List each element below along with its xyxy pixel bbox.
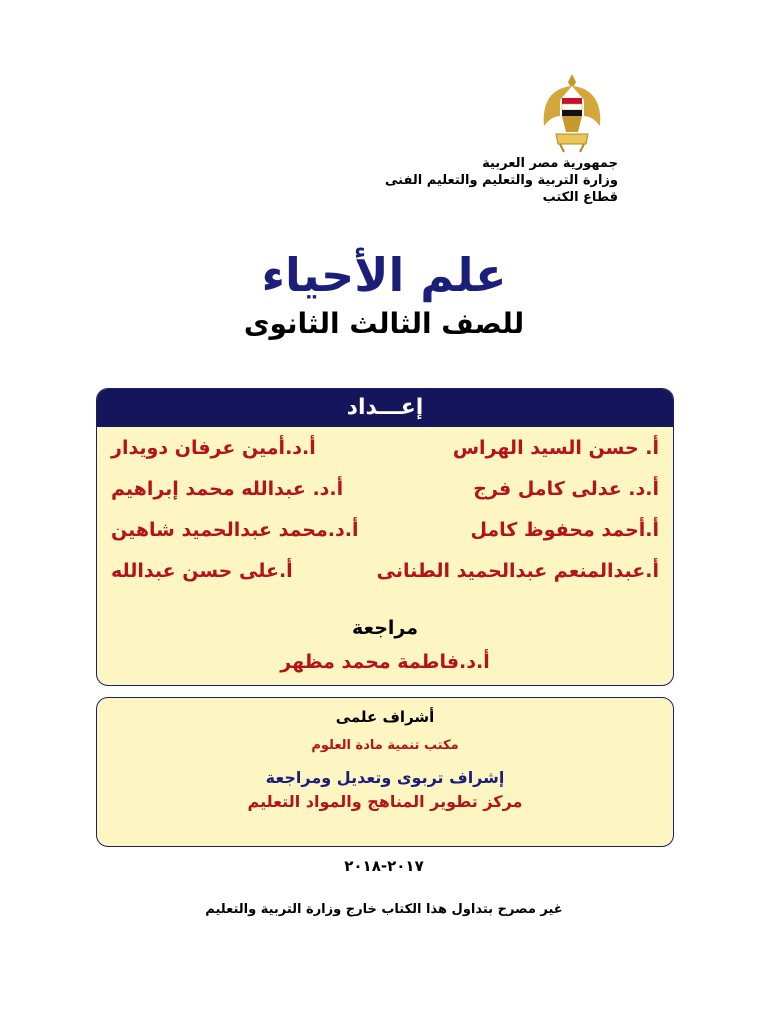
curriculum-center: مركز تطوير المناهج والمواد التعليم (247, 792, 523, 811)
authors-heading: إعـــداد (97, 389, 673, 427)
authors-box (96, 388, 674, 686)
egypt-eagle-emblem-icon (540, 70, 604, 154)
author-name: أ.عبدالمنعم عبدالحميد الطنانى (376, 560, 659, 582)
author-name: أ.أحمد محفوظ كامل (470, 519, 659, 541)
author-name: أ.د.أمين عرفان دويدار (111, 437, 316, 459)
author-name: أ.على حسن عبدالله (111, 560, 293, 582)
reviewer-name: أ.د.فاطمة محمد مظهر (280, 651, 490, 673)
author-name: أ.د. عدلى كامل فرج (473, 478, 659, 500)
author-row (97, 478, 673, 519)
supervision-box (96, 697, 674, 847)
academic-years: ٢٠١٧-٢٠١٨ (344, 857, 424, 875)
country-name: جمهورية مصر العربية (482, 156, 618, 171)
sector-name: قطاع الكتب (542, 190, 618, 205)
scientific-supervision-label: أشراف علمى (335, 708, 435, 726)
review-label: مراجعة (351, 617, 419, 639)
pedagogical-supervision-label: إشراف تربوى وتعديل ومراجعة (265, 768, 505, 787)
book-grade: للصف الثالث الثانوى (243, 307, 525, 340)
author-row (97, 437, 673, 478)
distribution-notice: غير مصرح بتداول هذا الكتاب خارج وزارة التربية والتعليم (205, 902, 563, 917)
book-title: علم الأحياء (261, 248, 507, 302)
author-name: أ.د.محمد عبدالحميد شاهين (111, 519, 359, 541)
scientific-office: مكتب تنمية مادة العلوم (311, 738, 459, 753)
author-name: أ. حسن السيد الهراس (452, 437, 659, 459)
ministry-header (318, 155, 618, 206)
ministry-name: وزارة التربية والتعليم والتعليم الفنى (385, 173, 618, 188)
author-name: أ.د. عبدالله محمد إبراهيم (111, 478, 344, 500)
authors-list (97, 437, 673, 601)
author-row (97, 560, 673, 601)
author-row (97, 519, 673, 560)
